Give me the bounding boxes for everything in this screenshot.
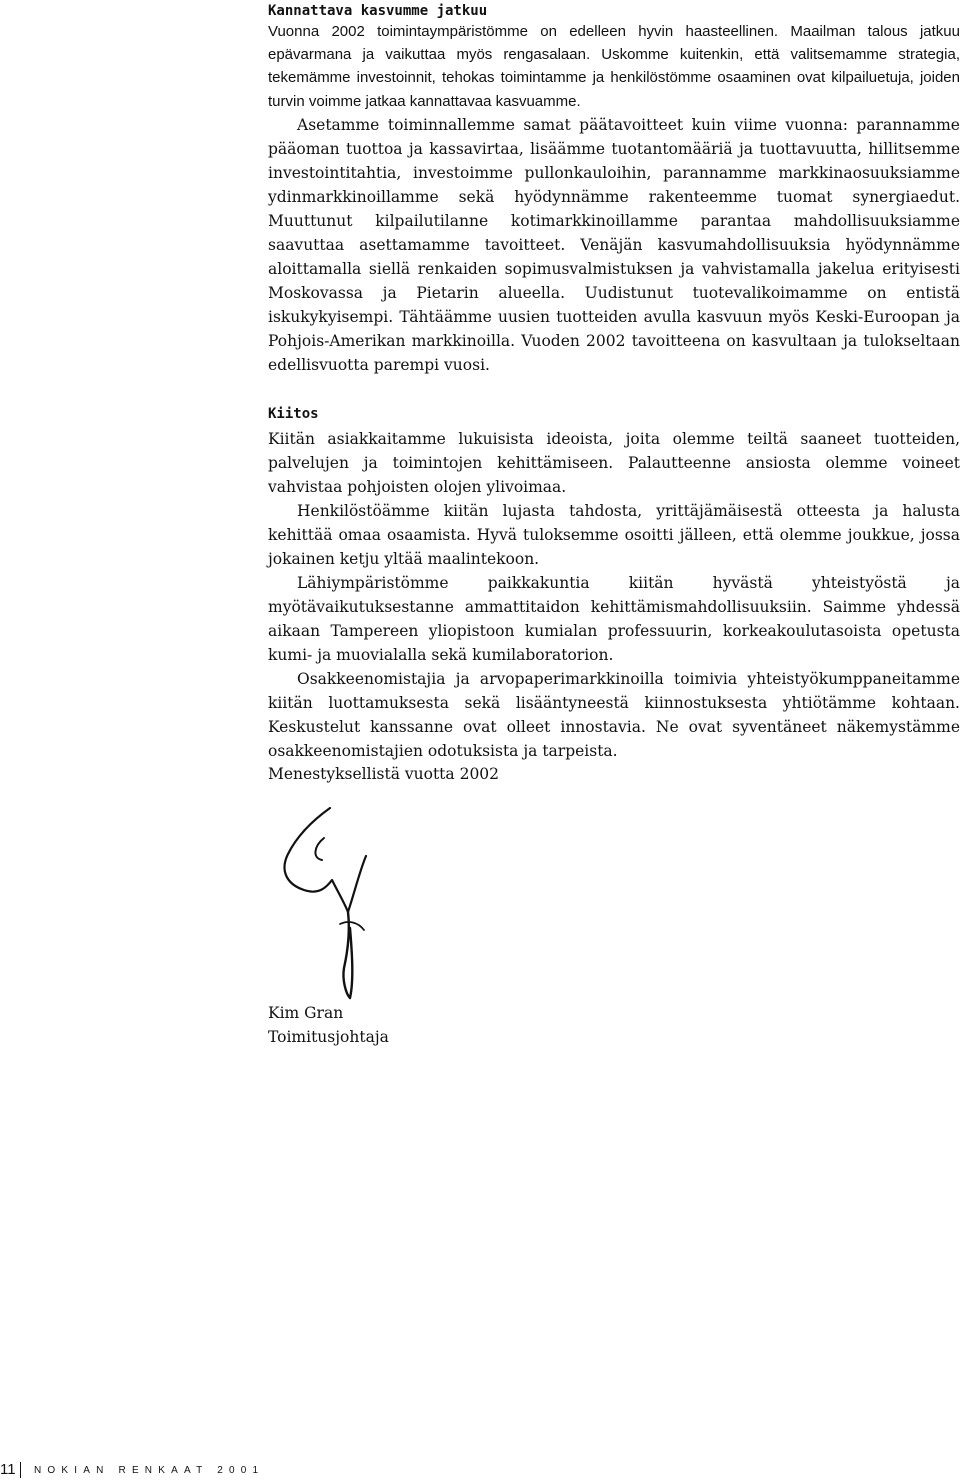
thanks-paragraph-community: Lähiympäristömme paikkakuntia kiitän hyvästä yhteistyöstä ja myötävaikutuksestanne ammattitaidon kehittämismahdollisuuksiin. Saimme yhdessä aikaan Tampereen yliopistoon kumialan professuurin, korkeakoulutasoista opetusta kumi- ja muovialalla sekä kumilaboratorion. bbox=[268, 573, 960, 664]
thanks-paragraph-shareholders: Osakkeenomistajia ja arvopaperimarkkinoilla toimivia yhteistyökumppaneitamme kiitän luottamuksesta sekä lisääntyneestä kiinnostuksesta yhtiötämme kohtaan. Keskustelut kanssanne ovat olleet innostavia. Ne ovat syventäneet näkemystämme osakkeenomistajien odotuksista ja tarpeista. bbox=[268, 669, 960, 760]
thanks-section bbox=[268, 403, 960, 763]
section-heading-growth: Kannattava kasvumme jatkuu bbox=[268, 3, 488, 19]
goals-paragraph: Asetamme toiminnallemme samat päätavoitteet kuin viime vuonna: parannamme pääoman tuottoa ja kassavirtaa, lisäämme tuotantomääriä ja tuottavuutta, hillitsemme investointitahtia, investoimme pullonkauloihin, parannamme markkinaosuuksiamme ydinmarkkinoillamme sekä hyödynnämme rakenteemme tuomat synergiaedut. Muuttunut kilpailutilanne kotimarkkinoillamme parantaa mahdollisuuksiamme saavuttaa asettamamme tavoitteet. Venäjän kasvumahdollisuuksia hyödynnämme aloittamalla siellä renkaiden sopimusvalmistuksen ja vahvistamalla jakelua erityisesti Moskovassa ja Pietarin alueella. Uudistunut tuotevalikoimamme on entistä iskukykyisempi. Tähtäämme uusien tuotteiden avulla kasvuun myös Keski-Euroopan ja Pohjois-Amerikan markkinoilla. Vuoden 2002 tavoitteena on kasvultaan ja tulokseltaan edellisvuotta parempi vuosi. bbox=[268, 115, 960, 374]
thanks-paragraph-personnel: Henkilöstöämme kiitän lujasta tahdosta, yrittäjämäisestä otteesta ja halusta kehittää omaa osaamista. Hyvä tuloksemme osoitti jälleen, että olemme joukkue, jossa jokainen ketju yltää maalintekoon. bbox=[268, 501, 960, 568]
signer-title: Toimitusjohtaja bbox=[268, 1028, 389, 1046]
page-number: 11 bbox=[0, 1461, 16, 1478]
page-footer bbox=[0, 1462, 960, 1480]
closing-greeting: Menestyksellistä vuotta 2002 bbox=[268, 765, 500, 783]
signer-block bbox=[268, 1001, 389, 1049]
section-heading-thanks: Kiitos bbox=[268, 405, 319, 422]
publication-title: NOKIAN RENKAAT 2001 bbox=[34, 1465, 265, 1476]
intro-paragraph: Vuonna 2002 toimintaympäristömme on edelleen hyvin haasteellinen. Maailman talous jatkuu epävarmana ja vaikuttaa myös rengasalaan. Uskomme kuitenkin, että valitsemamme strategia, tekemämme investoinnit, tehokas toimintamme ja henkilöstömme osaaminen ovat kilpailuetuja, joiden turvin voimme jatkaa kannattavaa kasvuamme. bbox=[268, 23, 960, 110]
signer-name: Kim Gran bbox=[268, 1004, 344, 1022]
footer-divider bbox=[20, 1462, 21, 1478]
letter-column bbox=[268, 0, 960, 763]
signature-image bbox=[268, 800, 408, 1000]
thanks-paragraph-customers: Kiitän asiakkaitamme lukuisista ideoista, joita olemme teiltä saaneet tuotteiden, palvelujen ja toimintojen kehittämiseen. Palautteenne ansiosta olemme voineet vahvistaa pohjoisten olojen ylivoimaa. bbox=[268, 429, 960, 496]
